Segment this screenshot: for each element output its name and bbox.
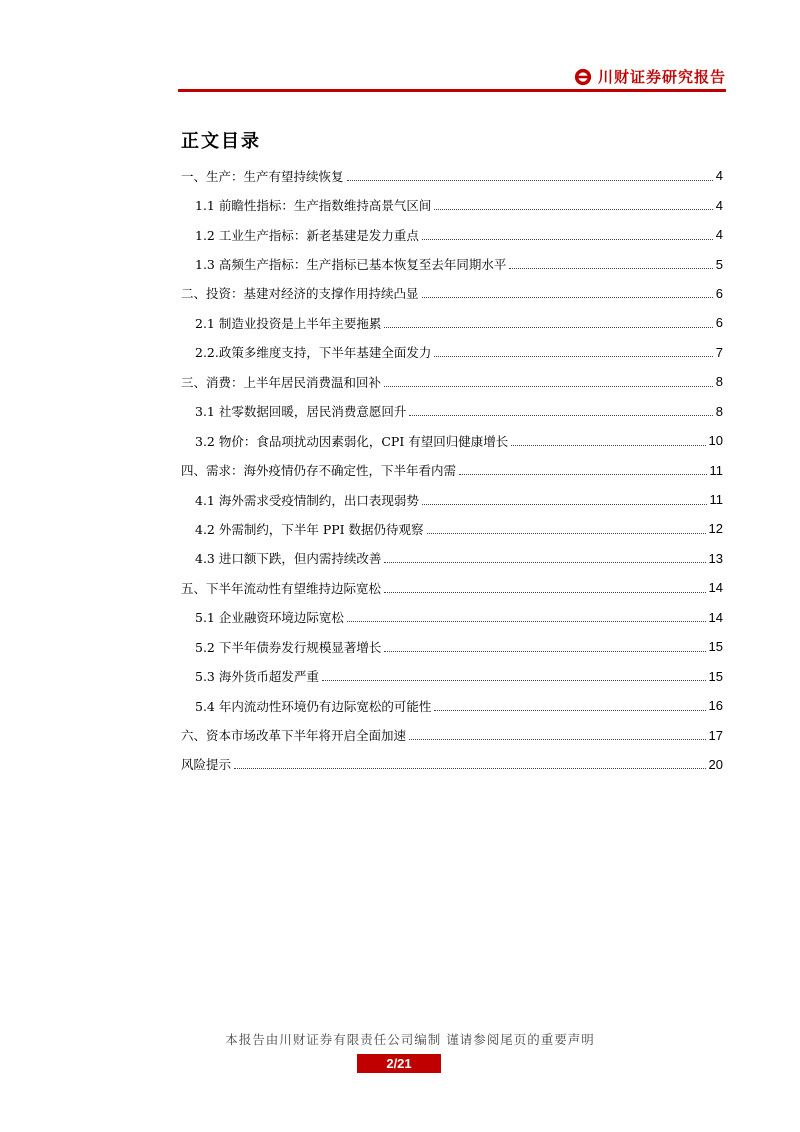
toc-dot-leader [409, 738, 706, 740]
toc-entry-title: 三、消费：上半年居民消费温和回补 [181, 374, 382, 390]
toc-dot-leader [384, 385, 713, 387]
toc-entry[interactable] [181, 691, 723, 720]
toc-entry[interactable] [181, 397, 723, 426]
toc-entry-page: 4 [715, 168, 723, 184]
toc-dot-leader [384, 561, 705, 563]
toc-entry-page: 10 [708, 433, 723, 449]
toc-entry[interactable] [181, 161, 723, 190]
toc-entry[interactable] [181, 426, 723, 455]
toc-entry-page: 13 [708, 550, 723, 566]
toc-entry[interactable] [181, 720, 723, 749]
toc-entry-page: 8 [715, 403, 723, 419]
toc-entry-title: 4.3 进口额下跌，但内需持续改善 [195, 551, 382, 567]
toc-dot-leader [422, 503, 707, 505]
toc-dot-leader [409, 414, 712, 416]
footer-disclaimer: 本报告由川财证券有限责任公司编制 谨请参阅尾页的重要声明 [225, 1032, 595, 1047]
toc-entry-title: 五、下半年流动性有望维持边际宽松 [181, 580, 382, 596]
toc-entry-page: 15 [708, 639, 723, 655]
toc-entry-title: 4.2 外需制约，下半年 PPI 数据仍待观察 [195, 521, 424, 537]
toc-entry-page: 6 [715, 285, 723, 301]
toc-dot-leader [322, 679, 706, 681]
toc-dot-leader [434, 208, 712, 210]
toc-entry[interactable] [181, 603, 723, 632]
toc-entry-page: 14 [708, 580, 723, 596]
toc-entry-page: 5 [715, 256, 723, 272]
toc-entry[interactable] [181, 338, 723, 367]
toc-title: 正文目录 [181, 131, 261, 152]
toc-dot-leader [384, 650, 705, 652]
toc-entry[interactable] [181, 573, 723, 602]
toc-entry[interactable] [181, 750, 723, 779]
toc-dot-leader [434, 355, 712, 357]
table-of-contents [181, 161, 723, 779]
toc-entry-title: 1.1 前瞻性指标：生产指数维持高景气区间 [195, 198, 432, 214]
toc-entry-title: 1.2 工业生产指标：新老基建是发力重点 [195, 227, 419, 243]
toc-entry[interactable] [181, 367, 723, 396]
toc-entry-page: 16 [708, 698, 723, 714]
toc-entry[interactable] [181, 220, 723, 249]
toc-entry[interactable] [181, 279, 723, 308]
toc-entry[interactable] [181, 455, 723, 484]
brand [574, 66, 726, 87]
toc-entry-title: 2.2.政策多维度支持，下半年基建全面发力 [195, 345, 432, 361]
toc-entry-page: 12 [708, 521, 723, 537]
toc-entry[interactable] [181, 308, 723, 337]
toc-dot-leader [434, 709, 705, 711]
toc-entry[interactable] [181, 249, 723, 278]
toc-dot-leader [422, 296, 713, 298]
toc-entry-page: 4 [715, 197, 723, 213]
toc-entry-page: 11 [709, 492, 723, 508]
brand-name: 川财证券研究报告 [597, 68, 726, 86]
toc-entry-title: 1.3 高频生产指标：生产指标已基本恢复至去年同期水平 [195, 257, 507, 273]
toc-entry-page: 11 [709, 462, 723, 478]
toc-entry[interactable] [181, 485, 723, 514]
toc-dot-leader [427, 532, 706, 534]
toc-entry-title: 3.1 社零数据回暖，居民消费意愿回升 [195, 404, 407, 420]
toc-dot-leader [234, 767, 706, 769]
toc-dot-leader [384, 326, 712, 328]
toc-entry-title: 5.4 年内流动性环境仍有边际宽松的可能性 [195, 698, 432, 714]
toc-entry-page: 17 [708, 727, 723, 743]
toc-entry-title: 六、资本市场改革下半年将开启全面加速 [181, 728, 407, 744]
toc-entry-title: 5.1 企业融资环境边际宽松 [195, 610, 344, 626]
report-header [178, 60, 726, 92]
toc-dot-leader [384, 591, 706, 593]
toc-entry-page: 20 [708, 756, 723, 772]
toc-entry[interactable] [181, 514, 723, 543]
toc-entry-page: 15 [708, 668, 723, 684]
page-number-badge: 2/21 [357, 1054, 441, 1073]
toc-entry-title: 四、需求：海外疫情仍存不确定性，下半年看内需 [181, 463, 457, 479]
toc-entry-title: 一、生产：生产有望持续恢复 [181, 168, 344, 184]
toc-dot-leader [511, 444, 705, 446]
toc-entry-title: 5.2 下半年债券发行规模显著增长 [195, 639, 382, 655]
toc-entry-page: 6 [715, 315, 723, 331]
toc-entry[interactable] [181, 190, 723, 219]
toc-entry-title: 3.2 物价：食品项扰动因素弱化，CPI 有望回归健康增长 [195, 433, 509, 449]
toc-entry-page: 8 [715, 374, 723, 390]
toc-entry-title: 4.1 海外需求受疫情制约，出口表现弱势 [195, 492, 419, 508]
toc-entry-page: 4 [715, 227, 723, 243]
toc-entry[interactable] [181, 544, 723, 573]
toc-dot-leader [347, 620, 706, 622]
toc-entry-title: 风险提示 [181, 757, 232, 773]
toc-entry[interactable] [181, 632, 723, 661]
header-rule [178, 89, 726, 92]
toc-entry-title: 5.3 海外货币超发严重 [195, 669, 319, 685]
toc-entry-page: 7 [715, 344, 723, 360]
toc-entry-title: 二、投资：基建对经济的支撑作用持续凸显 [181, 286, 419, 302]
toc-dot-leader [509, 267, 712, 269]
toc-dot-leader [459, 473, 706, 475]
toc-dot-leader [422, 238, 713, 240]
chuancai-logo-icon [574, 68, 592, 86]
toc-entry-title: 2.1 制造业投资是上半年主要拖累 [195, 315, 382, 331]
toc-dot-leader [347, 179, 713, 181]
toc-entry-page: 14 [708, 609, 723, 625]
toc-entry[interactable] [181, 661, 723, 690]
